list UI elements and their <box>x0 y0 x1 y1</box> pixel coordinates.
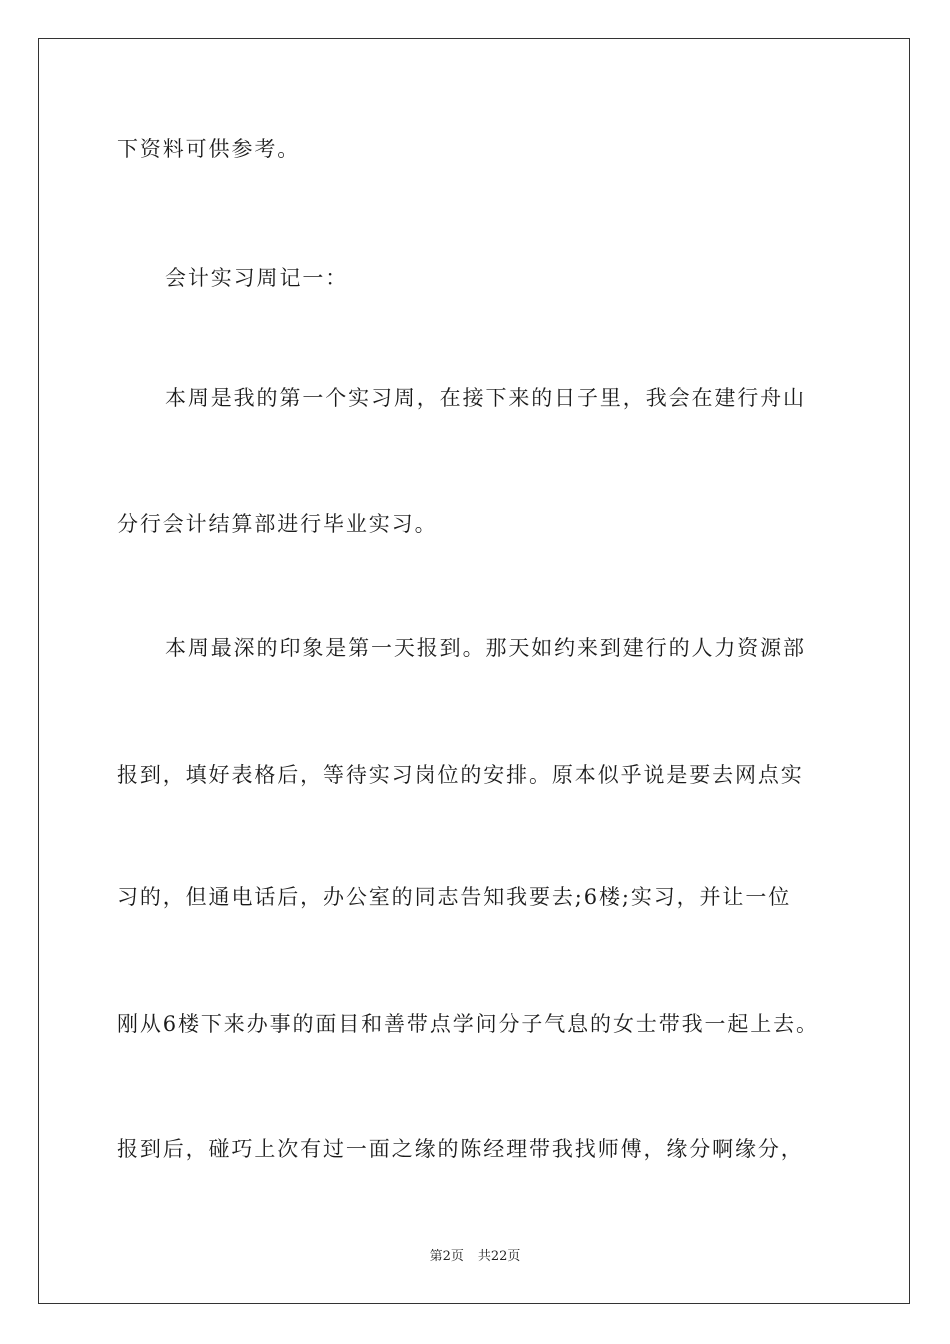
section-heading: 会计实习周记一： <box>165 266 349 290</box>
text-line-5: 报到，填好表格后，等待实习岗位的安排。原本似乎说是要去网点实 <box>117 763 804 787</box>
text-line-6: 习的，但通电话后，办公室的同志告知我要去;6楼;实习，并让一位 <box>117 885 792 909</box>
page-total: 共22页 <box>477 1249 521 1264</box>
text-line-1: 下资料可供参考。 <box>117 137 301 161</box>
text-line-7: 刚从6楼下来办事的面目和善带点学问分子气息的女士带我一起上去。 <box>117 1012 819 1036</box>
page-footer <box>0 1248 950 1266</box>
text-line-4: 本周最深的印象是第一天报到。那天如约来到建行的人力资源部 <box>165 636 806 660</box>
page-number: 第2页 <box>429 1249 464 1264</box>
text-line-2: 本周是我的第一个实习周，在接下来的日子里，我会在建行舟山 <box>165 386 806 410</box>
page-border <box>38 38 910 1304</box>
text-line-8: 报到后，碰巧上次有过一面之缘的陈经理带我找师傅，缘分啊缘分， <box>117 1137 804 1161</box>
text-line-3: 分行会计结算部进行毕业实习。 <box>117 512 438 536</box>
